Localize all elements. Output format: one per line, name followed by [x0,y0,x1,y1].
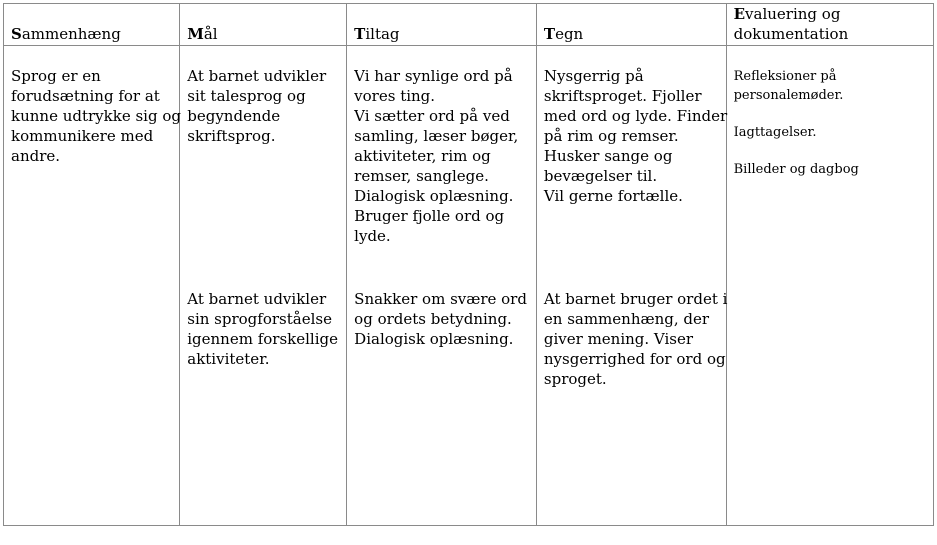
tiltag-text-line: Vi sætter ord på ved [354,107,510,125]
tiltag-text-line: og ordets betydning. [354,310,512,328]
tegn-text-line: med ord og lyde. Finder [543,107,728,125]
maal-text-line: aktiviteter. [187,350,270,368]
tegn-text-line: nysgerrighed for ord og [543,350,726,368]
content-row [4,46,934,526]
maal-text-line: sin sprogforståelse [187,310,332,328]
tegn-text-line: skriftsproget. Fjoller [543,87,702,105]
maal-text-line: sit talesprog og [187,87,306,105]
maal-text-line: At barnet udvikler [187,290,327,308]
sammenhaeng-text-line: kommunikere med [11,127,154,145]
tiltag-text-line: lyde. [354,227,391,245]
tiltag-text-line: Bruger fjolle ord og [354,207,505,225]
sammenhaeng-text-line: Sprog er en [11,67,101,85]
tegn-text-line: en sammenhæng, der [543,310,710,328]
maal-text-line: At barnet udvikler [187,67,327,85]
sammenhaeng-text-line: kunne udtrykke sig og [11,107,181,125]
tiltag-text-line: Dialogisk oplæsning. [354,187,514,205]
evaluering-item [734,67,927,105]
maal-text-line: begyndende [187,107,281,125]
maal-text-line: skriftsprog. [187,127,276,145]
evaluering-text-line: personalemøder. [733,88,844,103]
cell-tegn [536,46,726,526]
tegn-text-line: Nysgerrig på [543,67,644,85]
cell-tiltag [347,46,537,526]
header-tiltag: Tiltag [347,4,537,46]
tegn-text-line: sproget. [543,370,607,388]
tegn-text-line: At barnet bruger ordet i [543,290,728,308]
evaluering-item [734,160,927,179]
evaluering-text-line: Iagttagelser. [733,125,817,140]
cell-maal [180,46,347,526]
tegn-text-line: bevægelser til. [543,167,658,185]
evaluering-text-line: Billeder og dagbog [733,162,859,177]
maal-text-line: igennem forskellige [187,330,339,348]
tiltag-text-line: Snakker om svære ord [354,290,527,308]
tegn-text-line: på rim og remser. [543,127,679,145]
tegn-text-line: Vil gerne fortælle. [543,187,683,205]
tiltag-text-line: vores ting. [354,87,436,105]
tiltag-text-line: Vi har synlige ord på [354,67,513,85]
header-evaluering: Evaluering og dokumentation [726,4,933,46]
evaluering-text-line: Refleksioner på [733,69,837,84]
cell-evaluering [726,46,933,526]
tiltag-text-line: Dialogisk oplæsning. [354,330,514,348]
tiltag-text-line: samling, læser bøger, [354,127,519,145]
evaluering-item [734,123,927,142]
header-maal: Mål [180,4,347,46]
cell-sammenhaeng [4,46,180,526]
header-sammenhaeng: Sammenhæng [4,4,180,46]
tiltag-text-line: aktiviteter, rim og [354,147,491,165]
sammenhaeng-text-line: andre. [11,147,61,165]
header-tegn: Tegn [536,4,726,46]
tiltag-text-line: remser, sanglege. [354,167,489,185]
header-row [4,4,934,46]
tegn-text-line: giver mening. Viser [543,330,694,348]
plan-table [3,3,934,526]
tegn-text-line: Husker sange og [543,147,673,165]
sammenhaeng-text-line: forudsætning for at [11,87,160,105]
